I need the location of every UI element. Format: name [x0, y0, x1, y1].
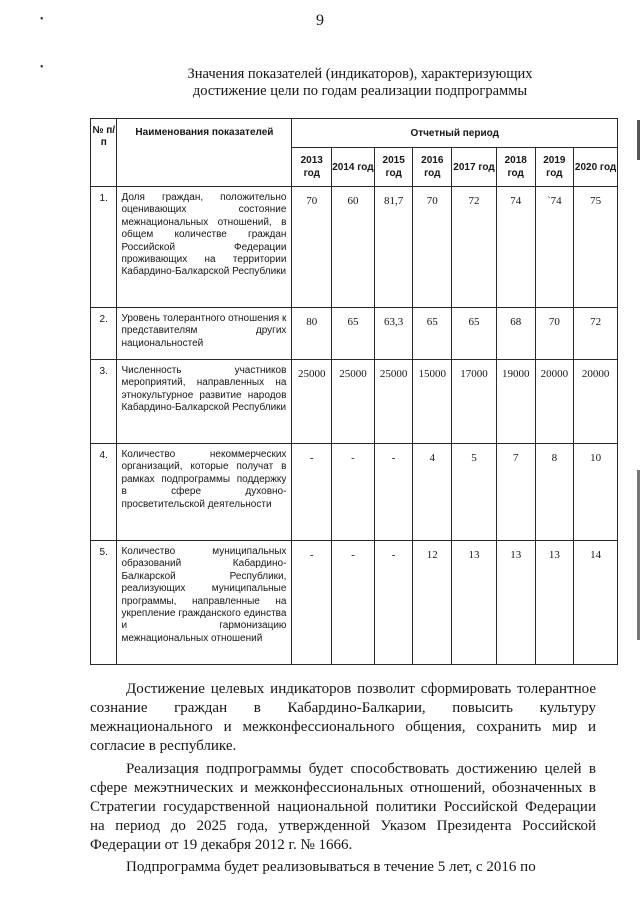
- header-year: 2015 год: [374, 148, 413, 187]
- indicator-value: 19000: [496, 360, 535, 444]
- indicator-value: 20000: [535, 360, 574, 444]
- indicator-value: 60: [332, 187, 375, 308]
- row-number: 1.: [91, 187, 117, 308]
- indicator-value: 70: [413, 187, 452, 308]
- indicator-value: 10: [574, 444, 618, 541]
- indicator-value: -: [292, 541, 332, 665]
- indicator-value: 4: [413, 444, 452, 541]
- indicator-value: 25000: [374, 360, 413, 444]
- header-year: 2018 год: [496, 148, 535, 187]
- header-year: 2019 год: [535, 148, 574, 187]
- paragraph: Реализация подпрограммы будет способствовать достижению целей в сфере межэтнических и межконфессиональных отношений, обозначенных в Стратегии государственной национальной политики Российской Федерации на период до 2025 года, утвержденной Указом Президента Российской Федерации от 19 декабря 2012 г. № 1666.: [90, 761, 596, 853]
- indicator-value: 25000: [332, 360, 375, 444]
- indicator-value: 80: [292, 308, 332, 360]
- indicator-value: -: [332, 541, 375, 665]
- table-row: [91, 308, 618, 360]
- indicator-value: 72: [574, 308, 618, 360]
- indicator-value: 13: [452, 541, 497, 665]
- row-number: 5.: [91, 541, 117, 665]
- indicator-value: 8: [535, 444, 574, 541]
- header-year: 2013 год: [292, 148, 332, 187]
- indicator-value: 65: [452, 308, 497, 360]
- indicator-name: Доля граждан, положительно оценивающих состояние межнациональных отношений, в общем количестве граждан Российской Федерации проживающих на территории Кабардино-Балкарской Республики: [117, 187, 292, 308]
- indicator-value: -: [332, 444, 375, 541]
- indicator-value: 74: [496, 187, 535, 308]
- indicator-value: 70: [535, 308, 574, 360]
- page-number: 9: [316, 12, 324, 29]
- table-row: [91, 444, 618, 541]
- indicator-value: 13: [496, 541, 535, 665]
- indicator-value: 7: [496, 444, 535, 541]
- header-year: 2017 год: [452, 148, 497, 187]
- indicator-name: Численность участников мероприятий, направленных на этнокультурное развитие народов Кабардино-Балкарской Республики: [117, 360, 292, 444]
- paragraph: Подпрограмма будет реализовываться в течение 5 лет, с 2016 по: [126, 859, 536, 875]
- indicator-value: 72: [452, 187, 497, 308]
- indicator-value: 20000: [574, 360, 618, 444]
- indicator-value: 13: [535, 541, 574, 665]
- table-row: [91, 187, 618, 308]
- table-row: [91, 360, 618, 444]
- title-line: достижение цели по годам реализации подпрограммы: [192, 83, 528, 99]
- header-reporting-period: Отчетный период: [292, 119, 618, 148]
- indicator-value: 81,7: [374, 187, 413, 308]
- indicator-value: 70: [292, 187, 332, 308]
- indicator-value: 15000: [413, 360, 452, 444]
- header-year: 2016 год: [413, 148, 452, 187]
- indicator-value: 25000: [292, 360, 332, 444]
- indicator-value: 65: [332, 308, 375, 360]
- header-number: № п/п: [91, 119, 117, 187]
- scan-mark: •: [40, 14, 44, 25]
- indicator-value: 14: [574, 541, 618, 665]
- indicator-name: Уровень толерантного отношения к представителям других национальностей: [117, 308, 292, 360]
- indicator-name: Количество муниципальных образований Кабардино-Балкарской Республики, реализующих муниципальные программы, направленные на укрепление гражданского единства и гармонизацию межнациональных отношений: [117, 541, 292, 665]
- indicator-value: 68: [496, 308, 535, 360]
- indicator-value: 65: [413, 308, 452, 360]
- indicator-value: 17000: [452, 360, 497, 444]
- header-indicator-name: Наименования показателей: [117, 119, 292, 187]
- indicator-value: 12: [413, 541, 452, 665]
- row-number: 3.: [91, 360, 117, 444]
- indicator-value: 75: [574, 187, 618, 308]
- header-year: 2020 год: [574, 148, 618, 187]
- row-number: 4.: [91, 444, 117, 541]
- paragraph: Достижение целевых индикаторов позволит сформировать толерантное сознание граждан в Кабардино-Балкарии, повысить культуру межнационального и межконфессионального общения, сохранить мир и согласие в республике.: [90, 681, 596, 754]
- indicator-value: 63,3: [374, 308, 413, 360]
- indicator-value: -: [374, 444, 413, 541]
- header-year: 2014 год: [332, 148, 375, 187]
- indicator-value: `74: [535, 187, 574, 308]
- indicator-value: 5: [452, 444, 497, 541]
- table-row: [91, 541, 618, 665]
- indicator-value: -: [374, 541, 413, 665]
- indicator-value: -: [292, 444, 332, 541]
- title-line: Значения показателей (индикаторов), характеризующих: [187, 66, 533, 82]
- indicator-name: Количество некоммерческих организаций, которые получат в рамках подпрограммы поддержку в сфере духовно-просветительской деятельности: [117, 444, 292, 541]
- row-number: 2.: [91, 308, 117, 360]
- scan-mark: •: [40, 62, 44, 73]
- table-title: [150, 66, 570, 100]
- indicators-table: [90, 118, 618, 665]
